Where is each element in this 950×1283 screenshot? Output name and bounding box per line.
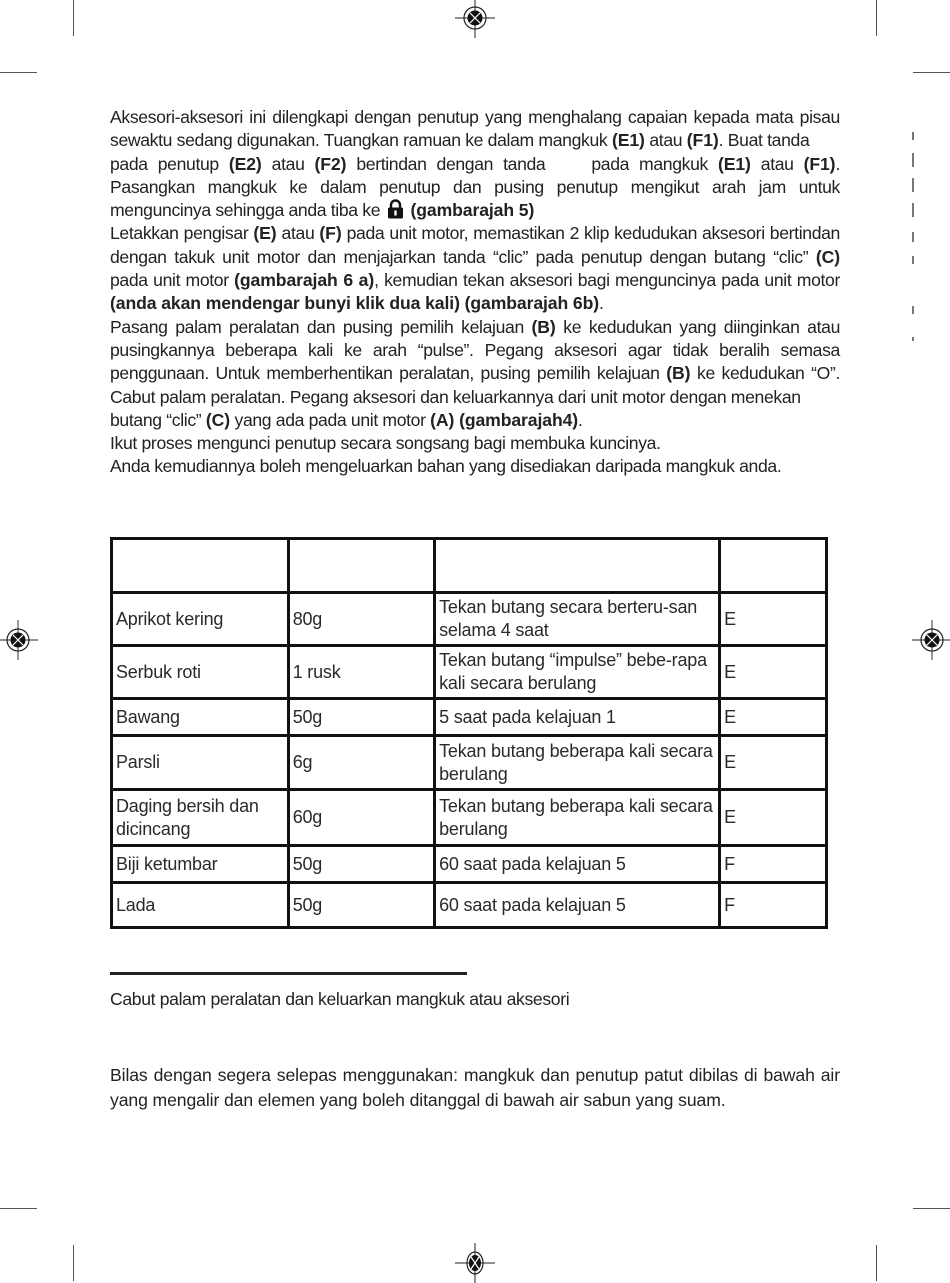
edge-tick <box>912 132 914 140</box>
ingredient-cell: Serbuk roti <box>112 646 289 699</box>
header-cell <box>112 539 289 593</box>
accessory-cell: E <box>720 593 827 646</box>
ingredients-table <box>110 537 828 929</box>
crop-mark-top-right-v <box>876 0 877 36</box>
edge-tick <box>912 203 914 217</box>
quantity-cell: 50g <box>288 846 434 883</box>
header-cell <box>435 539 720 593</box>
ingredient-cell: Parsli <box>112 736 289 790</box>
quantity-cell: 6g <box>288 736 434 790</box>
accessory-cell: E <box>720 790 827 846</box>
ingredient-cell: Lada <box>112 883 289 928</box>
method-cell: 60 saat pada kelajuan 5 <box>435 846 720 883</box>
method-cell: Tekan butang secara berteru-san selama 4 saat <box>435 593 720 646</box>
table-row <box>112 883 827 928</box>
crop-mark-bottom-left-h <box>0 1208 37 1209</box>
paragraph-unlock: Ikut proses mengunci penutup secara songsang bagi membuka kuncinya. <box>110 433 661 454</box>
crop-mark-top-left-v <box>73 0 74 36</box>
registration-mark-bottom-icon <box>455 1243 495 1283</box>
edge-tick <box>912 306 914 314</box>
table-header-row <box>112 539 827 593</box>
paragraph-operate: Pasang palam peralatan dan pusing pemilih kelajuan (B) ke kedudukan yang diinginkan atau pusingkannya beberapa kali ke arah “pulse”. Pegang aksesori agar tidak beralih semasa penggunaan. Untuk memberhentikan peralatan, pusing pemilih kelajuan (B) ke kedudukan “O”. Cabut palam peralatan. Pegang aksesori dan keluarkannya dari unit motor dengan menekan <box>110 316 841 407</box>
header-cell <box>720 539 827 593</box>
table-row <box>112 593 827 646</box>
crop-mark-bottom-right-h <box>913 1208 950 1209</box>
table-row <box>112 790 827 846</box>
crop-mark-bottom-left-v <box>73 1245 74 1281</box>
instructions-body <box>110 106 840 479</box>
edge-tick <box>912 178 914 192</box>
edge-tick <box>912 256 914 264</box>
accessory-cell: F <box>720 846 827 883</box>
section-divider <box>110 972 467 975</box>
table-row <box>112 846 827 883</box>
paragraph-remove: Anda kemudiannya boleh mengeluarkan bahan yang disediakan daripada mangkuk anda. <box>110 456 782 477</box>
quantity-cell: 60g <box>288 790 434 846</box>
lock-icon <box>387 199 404 219</box>
quantity-cell: 80g <box>288 593 434 646</box>
ingredient-cell: Biji ketumbar <box>112 846 289 883</box>
edge-tick <box>912 232 914 242</box>
quantity-cell: 50g <box>288 883 434 928</box>
table-row <box>112 699 827 736</box>
unplug-instruction: Cabut palam peralatan dan keluarkan mangkuk atau aksesori <box>110 989 570 1009</box>
crop-mark-top-right-h <box>913 72 950 73</box>
registration-mark-left-icon <box>0 620 38 660</box>
registration-mark-top-icon <box>455 0 495 38</box>
cleaning-instruction: Bilas dengan segera selepas menggunakan: mangkuk dan penutup patut dibilas di bawah air yang mengalir dan elemen yang boleh ditanggal di bawah air sabun yang suam. <box>110 1065 840 1110</box>
method-cell: Tekan butang beberapa kali secara berulang <box>435 736 720 790</box>
accessory-cell: F <box>720 883 827 928</box>
method-cell: Tekan butang beberapa kali secara berulang <box>435 790 720 846</box>
ingredient-cell: Bawang <box>112 699 289 736</box>
method-cell: Tekan butang “impulse” bebe-rapa kali secara berulang <box>435 646 720 699</box>
ingredient-cell: Daging bersih dan dicincang <box>112 790 289 846</box>
accessory-cell: E <box>720 736 827 790</box>
paragraph-assembly: Aksesori-aksesori ini dilengkapi dengan penutup yang menghalang capaian kepada mata pisau sewaktu sedang digunakan. Tuangkan ramuan ke dalam mangkuk (E1) atau (F1). Buat tanda pada penutup (E2) atau (F2) bertindan dengan tanda pada mangkuk (E1) atau (F1). Pasangkan mangkuk ke dalam penutup dan pusing penutup mengikut arah jam untuk menguncinya sehingga anda tiba ke (gambarajah 5) <box>110 107 840 221</box>
method-cell: 5 saat pada kelajuan 1 <box>435 699 720 736</box>
quantity-cell: 50g <box>288 699 434 736</box>
registration-mark-right-icon <box>912 620 950 660</box>
edge-tick <box>912 153 914 167</box>
paragraph-attach: Letakkan pengisar (E) atau (F) pada unit motor, memastikan 2 klip kedudukan aksesori bertindan dengan takuk unit motor dan menjajarkan tanda “clic” pada penutup dengan butang “clic” (C) pada unit motor (gambarajah 6 a), kemudian tekan aksesori bagi menguncinya pada unit motor (anda akan mendengar bunyi klik dua kali) (gambarajah 6b). <box>110 223 840 314</box>
crop-mark-bottom-right-v <box>876 1245 877 1281</box>
method-cell: 60 saat pada kelajuan 5 <box>435 883 720 928</box>
accessory-cell: E <box>720 646 827 699</box>
crop-mark-top-left-h <box>0 72 37 73</box>
edge-tick <box>912 337 914 341</box>
paragraph-release: butang “clic” (C) yang ada pada unit motor (A) (gambarajah4). <box>110 409 583 430</box>
table-row <box>112 646 827 699</box>
accessory-cell: E <box>720 699 827 736</box>
ingredient-cell: Aprikot kering <box>112 593 289 646</box>
quantity-cell: 1 rusk <box>288 646 434 699</box>
table-row <box>112 736 827 790</box>
header-cell <box>288 539 434 593</box>
